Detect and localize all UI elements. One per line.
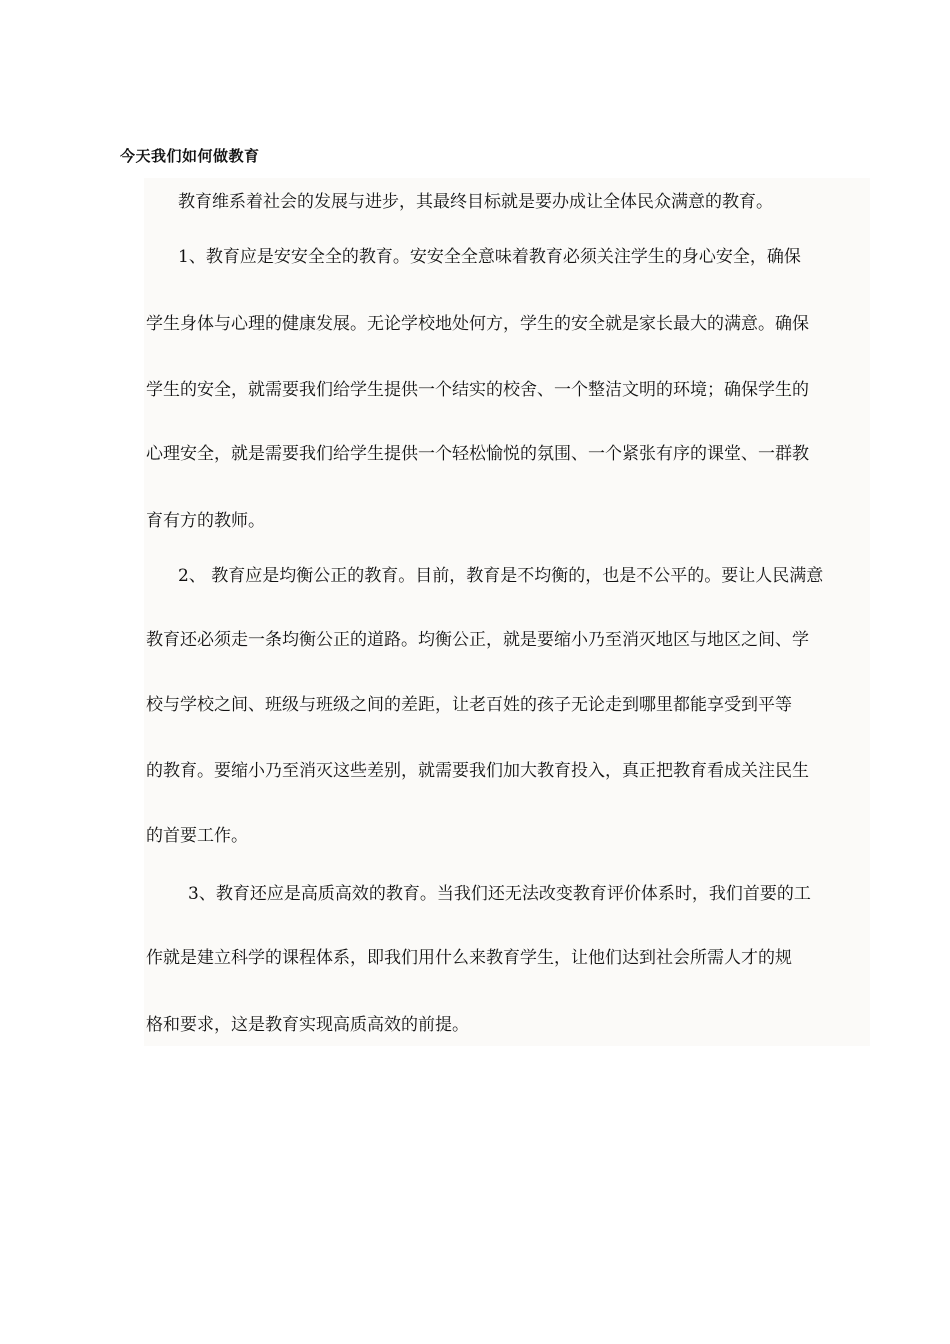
point-2-line-3: 校与学校之间、班级与班级之间的差距，让老百姓的孩子无论走到哪里都能享受到平等 [146,695,792,715]
point-2-line-4: 的教育。要缩小乃至消灭这些差别，就需要我们加大教育投入，真正把教育看成关注民生 [146,761,809,781]
point-2-line-2: 教育还必须走一条均衡公正的道路。均衡公正，就是要缩小乃至消灭地区与地区之间、学 [146,630,809,650]
point-1-line-3: 学生的安全，就需要我们给学生提供一个结实的校舍、一个整洁文明的环境；确保学生的 [146,380,809,400]
point-2-line-1: 2、 教育应是均衡公正的教育。目前，教育是不均衡的，也是不公平的。要让人民满意 [178,566,824,586]
point-2-line-5: 的首要工作。 [146,826,248,846]
point-1-line-2: 学生身体与心理的健康发展。无论学校地处何方，学生的安全就是家长最大的满意。确保 [146,314,809,334]
point-1-line-1: 1、教育应是安安全全的教育。安安全全意味着教育必须关注学生的身心安全，确保 [178,247,801,267]
point-1-line-4: 心理安全，就是需要我们给学生提供一个轻松愉悦的氛围、一个紧张有序的课堂、一群教 [146,444,809,464]
point-3-line-3: 格和要求，这是教育实现高质高效的前提。 [146,1015,469,1035]
point-3-line-2: 作就是建立科学的课程体系，即我们用什么来教育学生，让他们达到社会所需人才的规 [146,948,792,968]
document-title: 今天我们如何做教育 [120,147,260,165]
intro-line: 教育维系着社会的发展与进步，其最终目标就是要办成让全体民众满意的教育。 [178,192,773,212]
point-3-line-1: 3、教育还应是高质高效的教育。当我们还无法改变教育评价体系时，我们首要的工 [188,884,811,904]
point-1-line-5: 育有方的教师。 [146,511,265,531]
document-body [144,178,870,1046]
